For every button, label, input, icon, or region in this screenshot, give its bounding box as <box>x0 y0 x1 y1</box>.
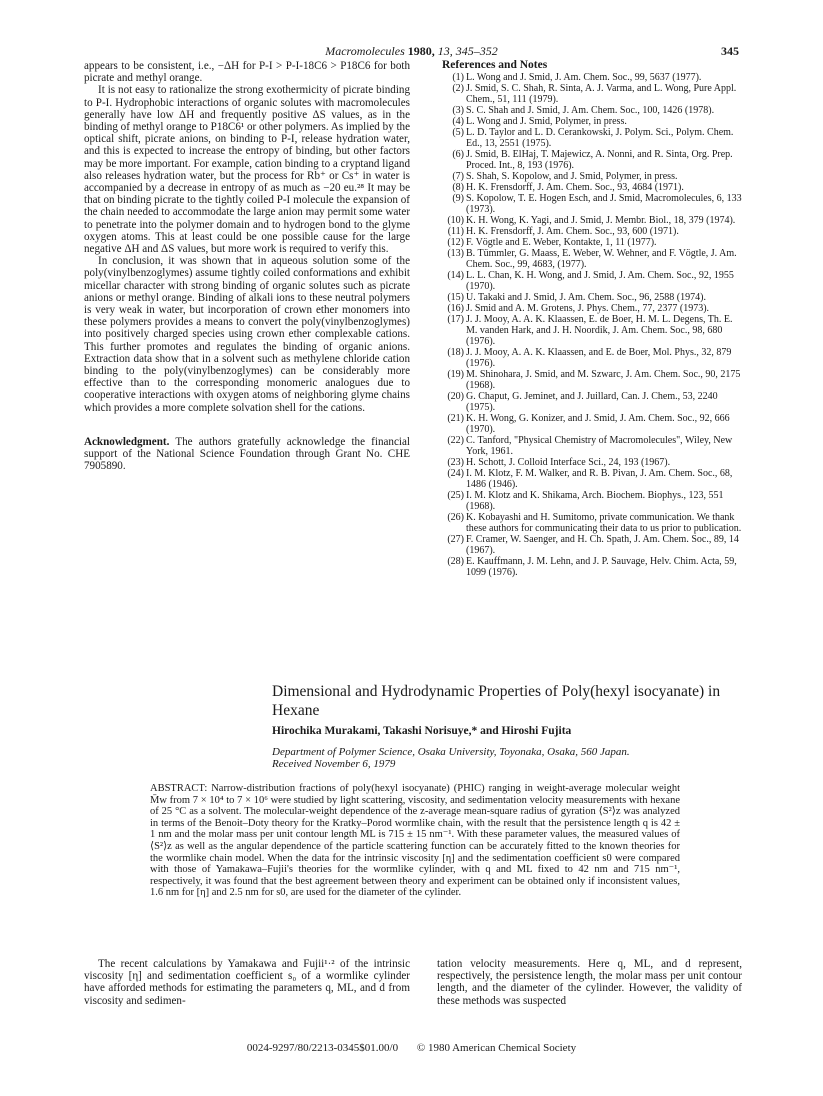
paragraph: appears to be consistent, i.e., −ΔH for P-I > P-I-18C6 > P18C6 for both picrate and methyl orange. <box>84 60 410 85</box>
reference-text: S. C. Shah and J. Smid, J. Am. Chem. Soc., 100, 1426 (1978). <box>466 105 715 116</box>
reference-number: (24) <box>447 468 464 479</box>
reference-text: L. L. Chan, K. H. Wong, and J. Smid, J. Am. Chem. Soc., 92, 1955 (1970). <box>466 270 734 292</box>
reference-number: (13) <box>447 248 464 259</box>
reference-number: (3) <box>452 105 464 116</box>
reference-number: (20) <box>447 391 464 402</box>
reference-item <box>442 226 742 237</box>
reference-item <box>442 534 742 556</box>
reference-text: L. D. Taylor and L. D. Cerankowski, J. Polym. Sci., Polym. Chem. Ed., 13, 2551 (1975). <box>466 127 734 149</box>
reference-item <box>442 435 742 457</box>
reference-number: (18) <box>447 347 464 358</box>
reference-text: I. M. Klotz and K. Shikama, Arch. Biochem. Biophys., 123, 551 (1968). <box>466 490 724 512</box>
reference-item <box>442 303 742 314</box>
reference-item <box>442 314 742 347</box>
reference-text: B. Tümmler, G. Maass, E. Weber, W. Wehner, and F. Vögtle, J. Am. Chem. Soc., 99, 4683, (1977). <box>466 248 737 270</box>
references-section <box>442 60 742 578</box>
footer-copyright: © 1980 American Chemical Society <box>416 1042 577 1054</box>
reference-text: L. Wong and J. Smid, J. Am. Chem. Soc., 99, 5637 (1977). <box>466 72 702 83</box>
reference-number: (21) <box>447 413 464 424</box>
reference-text: E. Kauffmann, J. M. Lehn, and J. P. Sauvage, Helv. Chim. Acta, 59, 1099 (1976). <box>466 556 737 578</box>
reference-number: (2) <box>452 83 464 94</box>
reference-text: S. Shah, S. Kopolow, and J. Smid, Polymer, in press. <box>466 171 678 182</box>
footer-code: 0024-9297/80/2213-0345$01.00/0 <box>246 1042 399 1054</box>
journal-pages: 345–352 <box>455 44 498 58</box>
reference-number: (17) <box>447 314 464 325</box>
reference-item <box>442 413 742 435</box>
affiliation-text: Department of Polymer Science, Osaka University, Toyonaka, Osaka, 560 Japan. <box>272 746 630 758</box>
article-affiliation <box>272 746 742 770</box>
reference-item <box>442 391 742 413</box>
reference-text: H. Schott, J. Colloid Interface Sci., 24, 193 (1967). <box>466 457 671 468</box>
body-right-column <box>437 958 742 1007</box>
reference-item <box>442 457 742 468</box>
reference-text: U. Takaki and J. Smid, J. Am. Chem. Soc., 96, 2588 (1974). <box>466 292 706 303</box>
reference-item <box>442 468 742 490</box>
reference-item <box>442 149 742 171</box>
reference-number: (27) <box>447 534 464 545</box>
paragraph: It is not easy to rationalize the strong exothermicity of picrate binding to P-I. Hydrophobic interactions of organic solutes with macromolecules generally have low ΔH and frequently positive ΔS values, as in the binding of methyl orange to P18C6¹ or other polymers. As implied by the optical shift, picrate anions, on binding to P-I, release hydration water, and this is expected to increase the entropy of binding, but other factors may be more important. For example, cation binding to a cryptand ligand also releases hydration water, but the process for Rb⁺ or Cs⁺ in water is accompanied by a decrease in entropy of as much as −20 eu.²⁸ It may be that on binding picrate to the tightly coiled P-I molecule the expansion of the chain needed to accommodate the large anion may permit some water to penetrate into the polymer domain and to hydrogen bond to the glyme oxygen atoms. This at least could be one possible cause for the large negative ΔH and ΔS values, but more work is required to verify this. <box>84 84 411 256</box>
reference-item <box>442 369 742 391</box>
reference-text: I. M. Klotz, F. M. Walker, and R. B. Pivan, J. Am. Chem. Soc., 68, 1486 (1946). <box>466 468 733 490</box>
body-paragraph: tation velocity measurements. Here q, ML, and d represent, respectively, the persistence length, the molar mass per unit contour length, and the diameter of the cylinder. However, the validity of these methods was suspected <box>437 958 742 1007</box>
reference-text: K. H. Wong, K. Yagi, and J. Smid, J. Membr. Biol., 18, 379 (1974). <box>466 215 736 226</box>
reference-item <box>442 105 742 116</box>
reference-text: K. H. Wong, G. Konizer, and J. Smid, J. Am. Chem. Soc., 92, 666 (1970). <box>466 413 730 435</box>
reference-text: J. Smid, S. C. Shah, R. Sinta, A. J. Varma, and L. Wong, Pure Appl. Chem., 51, 111 (1979). <box>466 83 737 105</box>
journal-name: Macromolecules <box>325 44 405 58</box>
reference-item <box>442 127 742 149</box>
page-footer <box>0 1042 823 1054</box>
reference-text: J. Smid, B. ElHaj, T. Majewicz, A. Nonni, and R. Sinta, Org. Prep. Proced. Int., 8, 193 (1976). <box>466 149 733 171</box>
reference-item <box>442 556 742 578</box>
reference-item <box>442 237 742 248</box>
reference-number: (4) <box>452 116 464 127</box>
reference-text: C. Tanford, "Physical Chemistry of Macromolecules", Wiley, New York, 1961. <box>466 435 733 457</box>
reference-text: F. Cramer, W. Saenger, and H. Ch. Spath, J. Am. Chem. Soc., 89, 14 (1967). <box>466 534 739 556</box>
journal-year: 1980, <box>407 44 435 58</box>
reference-number: (22) <box>447 435 464 446</box>
reference-number: (7) <box>452 171 464 182</box>
reference-number: (10) <box>447 215 464 226</box>
reference-item <box>442 182 742 193</box>
reference-text: F. Vögtle and E. Weber, Kontakte, 1, 11 (1977). <box>466 237 657 248</box>
reference-number: (25) <box>447 490 464 501</box>
references-list <box>442 72 742 578</box>
acknowledgment <box>84 436 410 473</box>
reference-text: L. Wong and J. Smid, Polymer, in press. <box>466 116 627 127</box>
reference-text: J. Smid and A. M. Grotens, J. Phys. Chem., 77, 2377 (1973). <box>466 303 710 314</box>
reference-text: G. Chaput, G. Jeminet, and J. Juillard, Can. J. Chem., 53, 2240 (1975). <box>466 391 718 413</box>
reference-text: H. K. Frensdorff, J. Am. Chem. Soc., 93, 600 (1971). <box>466 226 679 237</box>
abstract: ABSTRACT: Narrow-distribution fractions of poly(hexyl isocyanate) (PHIC) ranging in weight-average molecular weight M̄w from 7 × 10⁴ to 7 × 10⁶ were studied by light scattering, viscosity, and sedimentation velocity measurements with hexane of 25 °C as a solvent. The molecular-weight dependence of the z-average mean-square radius of gyration ⟨S²⟩z was analyzed in terms of the Benoit–Doty theory for the Kratky–Porod wormlike chain, with the result that the persistence length q is 42 ± 1 nm and the molar mass per unit contour length ML is 715 ± 15 nm⁻¹. With these parameter values, the measured values of ⟨S²⟩z as well as the angular dependence of the particle scattering function can be accurately fitted to the known theories for the wormlike chain model. When the data for the intrinsic viscosity [η] and the sedimentation coefficient s0 were compared with those of Yamakawa–Fujii's theories for the wormlike cylinder, with q and ML fixed to 42 nm and 715 nm⁻¹, respectively, it was found that the best agreement between theory and experiment can be obtained only if inconsistent values, 1.6 nm for [η] and 2.5 nm for s0, are used for the diameter of the cylinder. <box>150 783 680 899</box>
reference-number: (26) <box>447 512 464 523</box>
page-number: 345 <box>721 44 739 58</box>
reference-item <box>442 292 742 303</box>
reference-item <box>442 171 742 182</box>
journal-citation <box>84 44 739 59</box>
reference-number: (1) <box>452 72 464 83</box>
reference-item <box>442 512 742 534</box>
acknowledgment-text: The authors gratefully acknowledge the financial support of the National Science Foundation through Grant No. CHE 7905890. <box>84 435 410 473</box>
reference-text: M. Shinohara, J. Smid, and M. Szwarc, J. Am. Chem. Soc., 90, 2175 (1968). <box>466 369 741 391</box>
reference-item <box>442 83 742 105</box>
reference-item <box>442 193 742 215</box>
reference-number: (6) <box>452 149 464 160</box>
reference-item <box>442 490 742 512</box>
journal-volume: 13, <box>437 44 453 58</box>
reference-number: (28) <box>447 556 464 567</box>
received-date: Received November 6, 1979 <box>272 758 396 770</box>
reference-number: (15) <box>447 292 464 303</box>
reference-number: (11) <box>447 226 464 237</box>
reference-item <box>442 116 742 127</box>
body-paragraph: The recent calculations by Yamakawa and Fujii¹·² of the intrinsic viscosity [η] and sedimentation coefficient s₀ of a wormlike cylinder have afforded methods for estimating the parameters q, ML, and d from viscosity and sedimen- <box>84 958 410 1007</box>
article-authors: Hirochika Murakami, Takashi Norisuye,* and Hiroshi Fujita <box>272 725 572 737</box>
reference-number: (19) <box>447 369 464 380</box>
reference-item <box>442 270 742 292</box>
reference-text: S. Kopolow, T. E. Hogen Esch, and J. Smid, Macromolecules, 6, 133 (1973). <box>466 193 742 215</box>
reference-text: J. J. Mooy, A. A. K. Klaassen, and E. de Boer, Mol. Phys., 32, 879 (1976). <box>466 347 732 369</box>
left-column <box>84 60 410 473</box>
reference-text: H. K. Frensdorff, J. Am. Chem. Soc., 93, 4684 (1971). <box>466 182 684 193</box>
reference-item <box>442 72 742 83</box>
reference-text: J. J. Mooy, A. A. K. Klaassen, E. de Boer, H. M. L. Degens, Th. E. M. vanden Hark, and J. H. Noordik, J. Am. Chem. Soc., 98, 680 (1976). <box>466 314 733 347</box>
reference-number: (9) <box>452 193 464 204</box>
acknowledgment-heading: Acknowledgment. <box>84 435 170 448</box>
reference-item <box>442 347 742 369</box>
article-title: Dimensional and Hydrodynamic Properties of Poly(hexyl isocyanate) in Hexane <box>272 683 721 719</box>
reference-item <box>442 248 742 270</box>
reference-number: (14) <box>447 270 464 281</box>
reference-number: (5) <box>452 127 464 138</box>
reference-number: (23) <box>447 457 464 468</box>
reference-item <box>442 215 742 226</box>
reference-text: K. Kobayashi and H. Sumitomo, private communication. We thank these authors for communicating their data to us prior to publication. <box>466 512 742 534</box>
body-left-column <box>84 958 410 1007</box>
reference-number: (12) <box>447 237 464 248</box>
references-title: References and Notes <box>442 59 548 71</box>
reference-number: (16) <box>447 303 464 314</box>
reference-number: (8) <box>452 182 464 193</box>
paragraph: In conclusion, it was shown that in aqueous solution some of the poly(vinylbenzoglymes) assume tightly coiled conformations and exhibit micellar character with strong binding of organic solutes such as picrate anions or methyl orange. Binding of alkali ions to these neutral polymers is very weak in water, but incorporation of crown ether monomers into these polymers provides a means to convert the poly(vinylbenzoglymes) into positively charged species using crown ether complexable cations. This further promotes and regulates the binding of organic anions. Extraction data show that in a solvent such as methylene chloride cation binding to the poly(vinylbenzoglymes) can be considerably more effective than to the corresponding monomeric analogues due to cooperative interactions with oxygen atoms of neighboring glyme chains which provides a more complete solvation shell for the cations. <box>84 255 410 414</box>
